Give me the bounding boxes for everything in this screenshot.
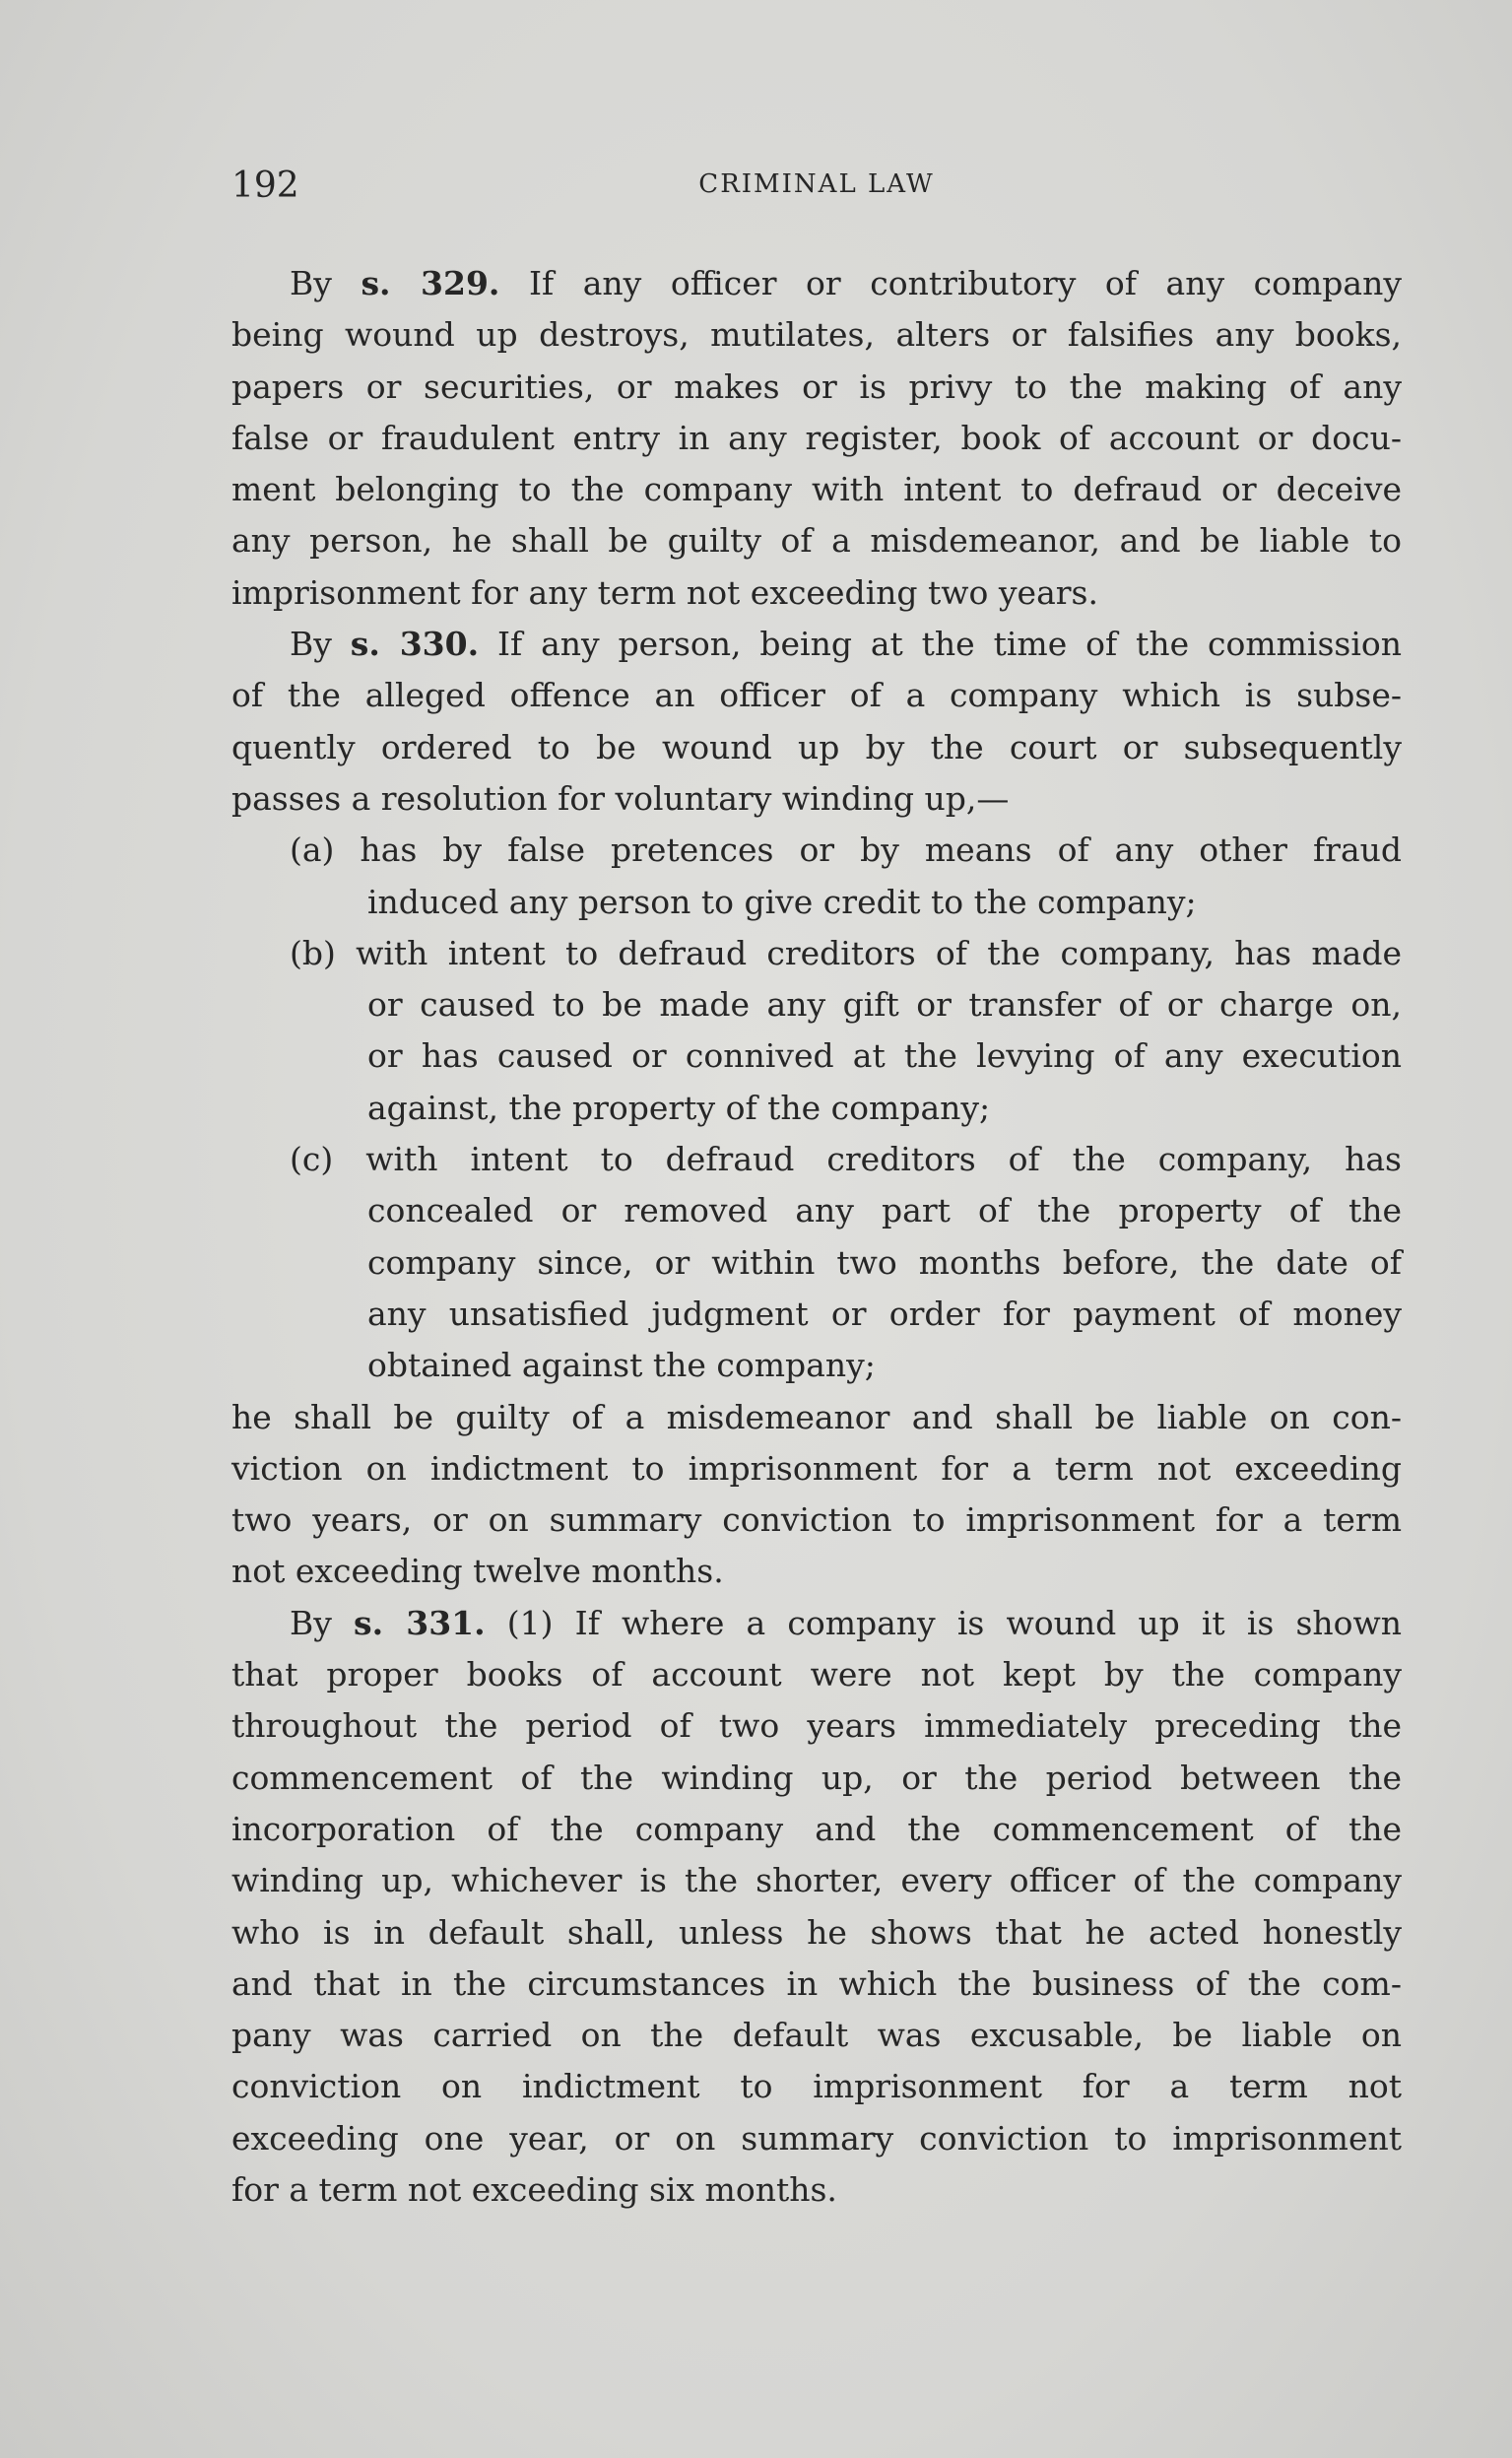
text-line: of the alleged offence an officer of a company which is subse-	[231, 676, 1402, 715]
text-line: being wound up destroys, mutilates, alters or falsifies any books,	[231, 315, 1402, 355]
text-line: exceeding one year, or on summary conviction to imprisonment	[231, 2118, 1402, 2158]
text-line: any unsatisfied judgment or order for payment of money	[367, 1294, 1402, 1333]
text-line: he shall be guilty of a misdemeanor and shall be liable on con-	[231, 1397, 1402, 1436]
text-line: any person, he shall be guilty of a misdemeanor, and be liable to	[231, 521, 1402, 561]
text-line: induced any person to give credit to the company;	[367, 882, 1197, 921]
paragraph	[231, 619, 1402, 825]
text-line: company since, or within two months before, the date of	[367, 1242, 1402, 1282]
text-line: passes a resolution for voluntary winding up,—	[231, 778, 1010, 818]
text-line: conviction on indictment to imprisonment for a term not	[231, 2067, 1402, 2106]
running-title: CRIMINAL LAW	[698, 169, 935, 199]
text-line: two years, or on summary conviction to imprisonment for a term	[231, 1500, 1402, 1540]
text-line: concealed or removed any part of the property of the	[367, 1191, 1402, 1230]
paragraph	[231, 1598, 1402, 2217]
section-reference: s. 330.	[350, 625, 480, 664]
text-line: or has caused or connived at the levying of any execution	[367, 1036, 1402, 1076]
text-line: (b) with intent to defraud creditors of the company, has made	[290, 933, 1402, 972]
text-line: for a term not exceeding six months.	[231, 2169, 837, 2209]
paragraph	[231, 1392, 1402, 1598]
text-line: viction on indictment to imprisonment for a term not exceeding	[231, 1448, 1402, 1488]
text-line: incorporation of the company and the commencement of the	[231, 1809, 1402, 1848]
text-line: and that in the circumstances in which the business of the com-	[231, 1963, 1402, 2003]
text-line: By s. 331. (1) If where a company is wound up it is shown	[290, 1603, 1403, 1642]
text-line: pany was carried on the default was excusable, be liable on	[231, 2016, 1402, 2055]
text-line: commencement of the winding up, or the period between the	[231, 1758, 1402, 1797]
list-item	[231, 1134, 1402, 1391]
text-line: (c) with intent to defraud creditors of the company, has	[290, 1140, 1402, 1179]
text-line: false or fraudulent entry in any register, book of account or docu-	[231, 418, 1402, 457]
text-line: (a) has by false pretences or by means of any other fraud	[290, 830, 1402, 870]
page-body	[231, 258, 1402, 2216]
list-item	[231, 825, 1402, 928]
text-line: or caused to be made any gift or transfer of or charge on,	[367, 985, 1402, 1025]
text-line: who is in default shall, unless he shows that he acted honestly	[231, 1912, 1402, 1952]
text-line: throughout the period of two years immediately preceding the	[231, 1706, 1402, 1746]
text-line: not exceeding twelve months.	[231, 1552, 724, 1591]
paragraph	[231, 258, 1402, 619]
text-line: By s. 330. If any person, being at the time of the commission	[290, 625, 1403, 664]
text-line: By s. 329. If any officer or contributory of any company	[290, 264, 1402, 302]
text-line: ment belonging to the company with intent to defraud or deceive	[231, 470, 1402, 509]
text-line: obtained against the company;	[367, 1346, 876, 1385]
text-line: quently ordered to be wound up by the court or subsequently	[231, 727, 1402, 766]
text-line: against, the property of the company;	[367, 1088, 991, 1127]
list-item	[231, 928, 1402, 1134]
section-reference: s. 331.	[354, 1603, 486, 1642]
text-line: papers or securities, or makes or is privy to the making of any	[231, 366, 1402, 406]
page-header	[231, 166, 1402, 215]
section-reference: s. 329.	[361, 264, 500, 302]
text-line: winding up, whichever is the shorter, every officer of the company	[231, 1861, 1402, 1900]
text-line: imprisonment for any term not exceeding two years.	[231, 572, 1098, 612]
page-number: 192	[231, 166, 299, 206]
text-line: that proper books of account were not kept by the company	[231, 1655, 1402, 1694]
